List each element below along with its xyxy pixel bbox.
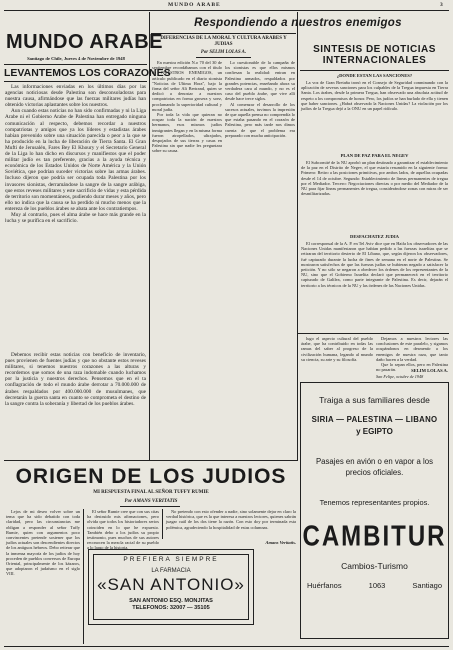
lead-paragraph: Debemos recibir estas noticias con beneficio de inventario, pues provienen de fuentes judías y que no obstante estos reveses militares, si tenemos nuestros corazones a las alturas y recordemos que somos de una raza indomable cuando luchamos por la justicia y nuestros derechos. Pensemos que en el ta conflagración de todo el mundo árabe derrotar a 70.000.000 de árabes respaldados por 400.000.000 de musulmanes, que decretarán la guerra santa en cuanto se comprometa el destino de la sangre contra la soberanía y libertad de los pueblos árabes. [5, 352, 146, 407]
dateline: Santiago de Chile, Jueves 4 de Noviembre de 1948 [27, 56, 125, 61]
cambitur-reps: Tenemos representantes propios. [319, 498, 430, 507]
section-title: ¿DONDE ESTAN LAS SANCIONES? [336, 73, 413, 78]
lead-paragraph: Muy al contrario, pues el alma árabe se hace más grande en la lucha y se purifica en el sacrificio. [5, 211, 146, 225]
close-rule [298, 333, 449, 334]
farmacia-name: «SAN ANTONIO» [97, 575, 245, 594]
origen-byline-rule [120, 506, 180, 507]
close-paragraph: Que lo sepan ellos, pero en Palestina no pasarán. [376, 362, 448, 373]
origen-byline: Por AMANS VERITATIS [124, 499, 178, 504]
close-col-a [301, 336, 373, 376]
origen-col-1 [6, 509, 80, 644]
section-body [301, 241, 448, 327]
origen-col-divider [162, 509, 163, 539]
masthead-title: MUNDO ARABE [6, 31, 163, 53]
center-paragraph: Lo cuestionable de la campaña de los sionistas es que ellos mismos confiesan la realidad: entran en Palestina armados, respaldados por grandes potencias, enseñando ahora su verdadera cara al mundo, y no es el caso del pueblo árabe, que vive allí desde hace trece siglos. [225, 60, 295, 102]
lead-headline-rule [4, 81, 147, 82]
origen-col-3 [166, 509, 296, 539]
cambitur-service: Cambios-Turismo [341, 561, 408, 571]
cambitur-city: Santiago [412, 581, 442, 590]
section-title: DESFACHATEZ JUDIA [350, 234, 399, 239]
farmacia-tag: PREFIERA SIEMPRE [123, 556, 219, 563]
center-paragraph: Al comenzar el desarrollo de los sucesos actuales, tuvimos la impresión de que aquella prensa no comprendía lo que estaba pasando en el corazón de Palestina, pero más tarde nos dimos cuenta de que el problema era preparado con mucha anticipación. [225, 101, 295, 138]
farmacia-phones: TELEFONOS: 32007 — 35105 [132, 605, 210, 611]
synthesis-rule [300, 70, 449, 71]
cambitur-address [307, 581, 442, 590]
column-divider-left [149, 12, 150, 460]
center-paragraph: Por toda la vida que quieran no ocupar toda la nación de nuestros hermanos, esos mismos judíos inmigrantes llegan y en la misma forma fueron atropellados, ultrajados, despojados de sus tierras y casas en Palestina sin que nadie les preguntara sobre su causa. [152, 112, 222, 154]
cambitur-countries: SIRIA — PALESTINA — LIBANO [311, 415, 438, 424]
origen-col-2 [87, 509, 159, 551]
cambitur-offer: Pasajes en avión o en vapor a los precios oficiales. [315, 457, 434, 477]
cambitur-number: 1063 [368, 581, 386, 590]
center-subhead: DIFERENCIAS DE LA MORAL Y CULTURA ARABES Y JUDIAS [160, 36, 287, 47]
masthead-rule [4, 64, 147, 65]
signature-place: San Felipe, octubre de 1948 [376, 374, 424, 379]
section-title: PLAN DE PAZ PARA EL NEGEV [340, 153, 409, 158]
close-paragraph: lugo el aspecto cultural del pueblo árabe, que ha contribuido en todas las ramas del saber al progreso de la civilización humana, legando al mundo su ciencia, su arte y su filosofía. [301, 336, 373, 362]
origen-headline: ORIGEN DE LOS JUDIOS [15, 465, 287, 488]
origen-col-divider [83, 509, 84, 644]
signature: SELIM LOLAS A. [411, 368, 448, 373]
farmacia-address: SAN ANTONIO ESQ. MONJITAS [129, 598, 213, 604]
origen-subhead: MI RESPUESTA FINAL AL SEÑOR TUFFY RUMIE [93, 490, 209, 495]
section-body [301, 160, 448, 232]
lead-paragraph: Las informaciones enviadas en los últimos días por las agencias noticiosas desde Palestina son desconsoladoras para nuestra causa, afirmándose que las fuerzas militares judías han obtenido victorias aplastantes sobre los nuestros. [5, 84, 146, 109]
section-text: El corresponsal de la A. P. en Tel Aviv dice que en Haifa los observadores de las Naciones Unidas manifestaron que habían pedido a las fuerzas israelitas que se retiraran del territorio desierto de El Líbano, que, según dijeron los observadores, fué capturado durante la lucha de fines de semana en el norte de Palestina. Se mostraron satisfechos de que las fuerzas judías se hubieran negado a satisfacer la petición. Y no sólo se negaron a obedecer los órdenes de los representantes de la NU, sino que el Gobierno Israelita declaró que permanecerá en el territorio capturado de Galilea, como parte integrante de Palestina. Es decir, dejarán el territorio a los técnicos de la NU y las órdenes de las Naciones Unidas. [301, 241, 448, 288]
center-col-b [225, 60, 295, 346]
lead-body [5, 84, 146, 349]
cambitur-brand: CAMBITUR [302, 520, 447, 553]
origen-paragraph: Lejos de mi deseo volver sobre un tema que ha sido debatido con toda claridad, pero las circunstancias me obligan a responder al señor Tuffy Rumie, quien con argumentos poco convincentes pretende sostener que los judíos actuales son descendientes directos de los antiguos hebreos. Debo reiterar que la inmensa mayoría de los judíos de hoy proceden de pueblos conversos de Europa Oriental, principalmente de los kázaros, que adoptaron el judaísmo en el siglo VIII. [6, 509, 81, 577]
top-rule [4, 10, 449, 11]
origen-paragraph: El señor Rumie cree que con sus citas ha destruido mis afirmaciones, pero olvida que todos los historiadores serios coinciden en lo que he expuesto. También debo a los judíos su propio testimonio, pues muchos de sus autores reconocen la mezcla racial de su pueblo a lo largo de la historia. [87, 509, 159, 551]
running-head-title: MUNDO ARABE [168, 2, 221, 8]
cambitur-line1: Traiga a sus familiares desde [319, 395, 430, 405]
synthesis-headline: SINTESIS DE NOTICIAS INTERNACIONALES [313, 44, 436, 66]
cambitur-ad [300, 382, 449, 639]
farmacia-label: LA FARMACIA [151, 568, 191, 574]
lead-body-cont [5, 352, 146, 452]
close-paragraph: Dejamos a nuestros lectores las conclusiones de este paralelo, y sigamos ocupándonos en desmentir a los enemigos de nuestra raza, que tanto daño hacen a la verdad. [376, 336, 448, 362]
center-banner-rule [151, 33, 296, 34]
origen-paragraph: No pretendo con esto ofender a nadie, sino solamente dejar en claro la verdad histórica, que es la que interesa a nuestros lectores, quienes sabrán juzgar cuál de los dos tiene la razón. Con esto doy por terminada esta polémica, agradeciendo la hospitalidad de estas columnas. [166, 509, 296, 530]
center-banner: Respondiendo a nuestros enemigos [194, 17, 402, 29]
section-text: La voz de Gran Bretaña tronó en el Consejo de Seguridad conminando con la aplicación de severas sanciones para los culpables de la Tregua impuesta en Tierra Santa. Los árabes, desde la primera Tregua, han observado una absoluta actitud de respeto a los compromisos de honor. Pero, los judíos se han burlado de ella y tienen que haber sanciones. ¿Habrá observado la Naciones Unidas? La violación por los judíos de la Tregua dejó a la ONU en un papel ridículo. [301, 80, 448, 112]
lead-headline: LEVANTEMOS LOS CORAZONES [4, 67, 171, 79]
center-col-a [152, 60, 222, 346]
center-byline: Por SELIM LOLAS A. [200, 50, 247, 55]
column-divider-right [297, 12, 298, 460]
section-text: El Subcomité de la NU aprobó un plan destinado a garantizar el establecimiento de la paz en el Distrito de Negev, el que estaría resumido en la siguiente forma: Primero: Retiro a las posiciones primitivas, por ambos lados, de aquellas ocupadas desde el 14 de octubre. Segundo: Establecimiento de líneas permanentes de tregua por el Mediador. Tercero: Negociaciones directas o por medio del Mediador de la NU para fijar líneas permanentes de tregua, considerándose zonas con miras de ser desmilitarizadas. [301, 160, 448, 197]
origen-top-rule [4, 460, 298, 461]
farmacia-ad [88, 549, 254, 625]
page-number: 3 [440, 2, 444, 8]
cambitur-countries2: y EGIPTO [356, 427, 393, 436]
lead-paragraph: Aun cuando estas noticias no han sido confirmadas y ni la Liga Arabe ni el Gobierno Arabe de Palestina han entregado ninguna comunicación al respecto, debemos recordar a nuestros compatriotas y amigos que ya los líderes y estadistas árabes habían prevenido sobre una situación parecida o peor a la que se ha producido en la lucha de liberación de Tierra Santa. El Gran Mufti de Jerusalén, Fares Bey El Khoury y el Secretario General de la Liga lo han dicho en discursos y manifiestos que el poder militar judío es tan preferente, gracias a la ayuda técnica y económica de los Estados Unidos de Norte América y la Unión Soviética, que podrían suceder victorias sobre las armas árabes. Incluso dijeron que podría ser ocupada toda Palestina por los invasores sionistas, derramándose la sangre de la sangre arábiga, que estos reveses militares y este sacrificio de vidas y esta pérdida de territorio son momentáneos, pudiendo durar meses y años, pero ello no indica que la causa se ha perdido ni mucho menos que la entereza de los pueblos árabes se abata ante los contratiempos. [5, 108, 146, 212]
section-body [301, 80, 448, 152]
cambitur-street: Huérfanos [307, 581, 342, 590]
byline-rule [196, 57, 251, 58]
center-paragraph: En nuestra edición N.o 70 del 30 de septiembre recordábamos con el título de NUESTROS ENEMIGOS, un artículo publicado en el diario sionista "Noticias de Ultima Hora", bajo la firma del señor Ali Bertrand, quien se dedicó a denostar a nuestros compatriotas en forma grosera y soez, proclamando la superioridad cultural y moral judía. [152, 60, 222, 112]
origen-signature: Amans Veritatis. [265, 540, 296, 545]
bottom-rule [4, 646, 449, 647]
